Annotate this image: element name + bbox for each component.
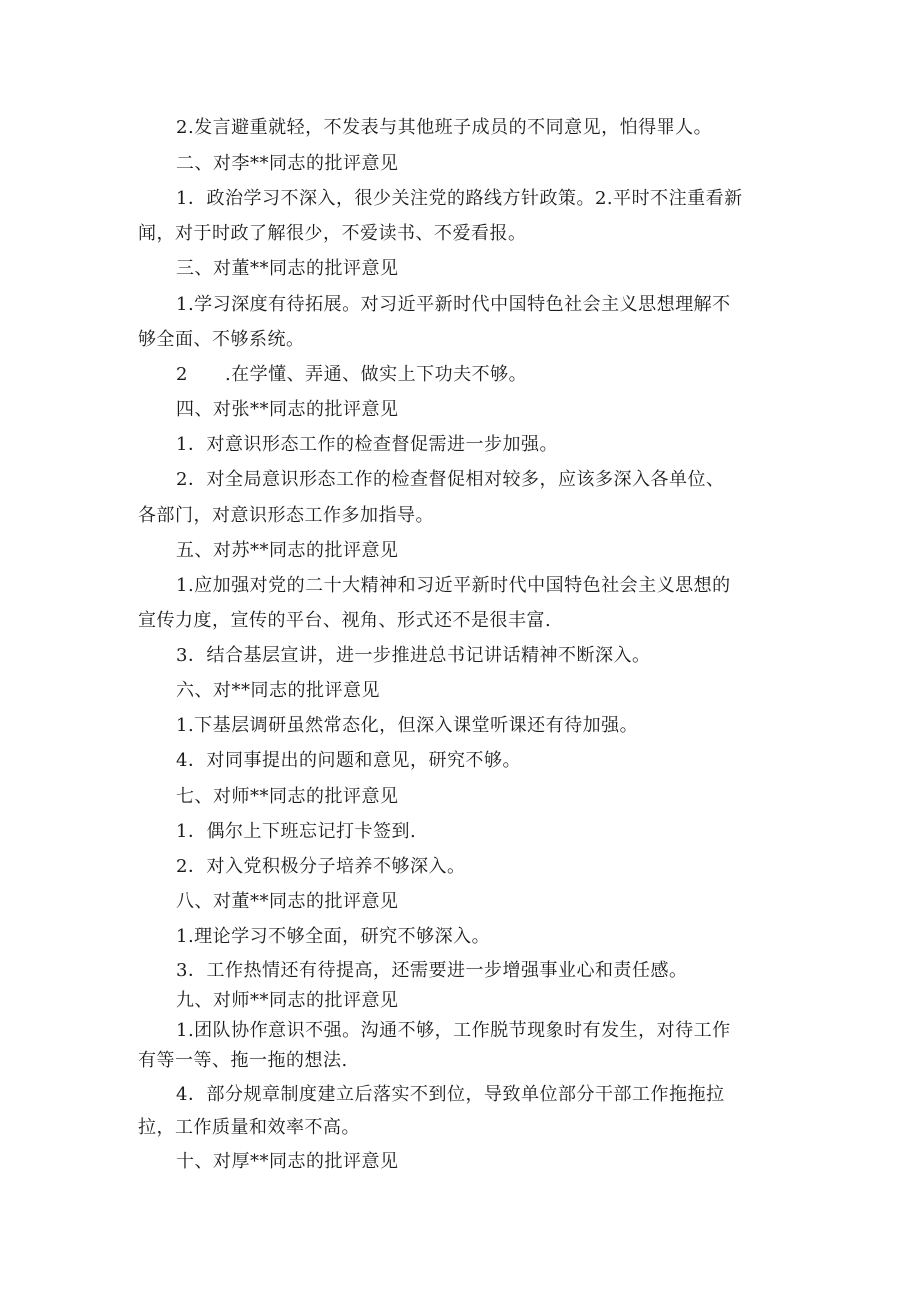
section-heading: 四、对张**同志的批评意见 [176, 399, 399, 420]
paragraph-line: 2．对入党积极分子培养不够深入。 [176, 856, 466, 877]
section-heading: 七、对师**同志的批评意见 [176, 786, 399, 807]
paragraph-line: 2.发言避重就轻，不发表与其他班子成员的不同意见，怕得罪人。 [176, 117, 713, 138]
paragraph-line: 1．对意识形态工作的检查督促需进一步加强。 [176, 434, 558, 455]
paragraph-line: 3．工作热情还有待提高，还需要进一步增强事业心和责任感。 [176, 960, 688, 981]
paragraph-line: 1．偶尔上下班忘记打卡签到. [176, 821, 417, 842]
paragraph-line: 宣传力度，宣传的平台、视角、形式还不是很丰富. [138, 610, 552, 631]
paragraph-line: 够全面、不够系统。 [138, 329, 305, 350]
paragraph-line: 4．部分规章制度建立后落实不到位，导致单位部分干部工作拖拖拉 [176, 1084, 725, 1105]
paragraph-line: 各部门，对意识形态工作多加指导。 [138, 505, 434, 526]
paragraph-line: 1.团队协作意识不强。沟通不够，工作脱节现象时有发生，对待工作 [176, 1020, 731, 1041]
paragraph-line: 2．对全局意识形态工作的检查督促相对较多，应该多深入各单位、 [176, 469, 725, 490]
section-heading: 五、对苏**同志的批评意见 [176, 540, 399, 561]
paragraph-line: 2 .在学懂、弄通、做实上下功夫不够。 [176, 364, 528, 385]
section-heading: 十、对厚**同志的批评意见 [176, 1151, 399, 1172]
paragraph-line: 1.下基层调研虽然常态化，但深入课堂听课还有待加强。 [176, 715, 639, 736]
section-heading: 三、对董**同志的批评意见 [176, 258, 399, 279]
paragraph-line: 1.学习深度有待拓展。对习近平新时代中国特色社会主义思想理解不 [176, 294, 731, 315]
paragraph-line: 1.理论学习不够全面，研究不够深入。 [176, 926, 491, 947]
paragraph-line: 3．结合基层宣讲，进一步推进总书记讲话精神不断深入。 [176, 645, 651, 666]
section-heading: 八、对董**同志的批评意见 [176, 891, 399, 912]
paragraph-line: 1.应加强对党的二十大精神和习近平新时代中国特色社会主义思想的 [176, 575, 731, 596]
section-heading: 六、对**同志的批评意见 [176, 680, 380, 701]
paragraph-line: 有等一等、拖一拖的想法. [138, 1050, 348, 1071]
paragraph-line: 拉，工作质量和效率不高。 [138, 1117, 360, 1138]
section-heading: 二、对李**同志的批评意见 [176, 153, 399, 174]
paragraph-line: 闻，对于时政了解很少，不爱读书、不爱看报。 [138, 223, 527, 244]
section-heading: 九、对师**同志的批评意见 [176, 990, 399, 1011]
paragraph-line: 1．政治学习不深入，很少关注党的路线方针政策。2.平时不注重看新 [176, 188, 743, 209]
paragraph-line: 4．对同事提出的问题和意见，研究不够。 [176, 750, 521, 771]
